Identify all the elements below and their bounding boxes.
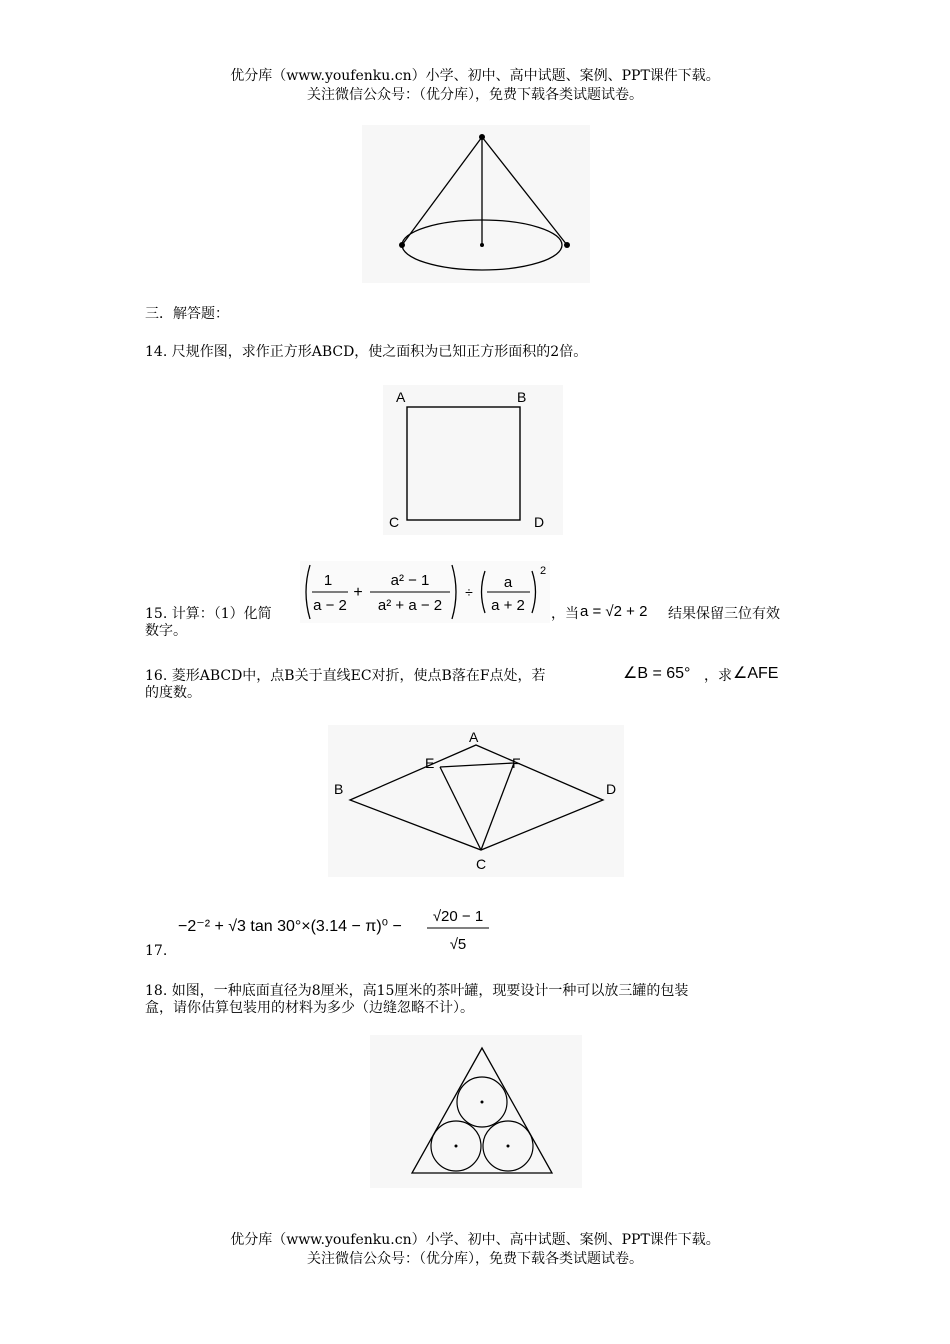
square-figure bbox=[383, 385, 563, 535]
footer-line-2: 关注微信公众号：（优分库），免费下载各类试题试卷。 bbox=[307, 1251, 643, 1267]
footer-line-1: 优分库（www.youfenku.cn）小学、初中、高中试题、案例、PPT课件下载。 bbox=[230, 1232, 720, 1248]
q15-num2: a² − 1 bbox=[390, 572, 430, 589]
q14-text: 14. 尺规作图，求作正方形ABCD，使之面积为已知正方形面积的2倍。 bbox=[145, 344, 588, 360]
q15-num3: a bbox=[503, 574, 513, 591]
section-title: 三．解答题： bbox=[145, 306, 229, 322]
rhombus-label-c: C bbox=[476, 856, 487, 872]
q15-num1: 1 bbox=[323, 572, 333, 589]
header-line-2: 关注微信公众号：（优分库），免费下载各类试题试卷。 bbox=[307, 87, 643, 103]
triangle-cans-figure bbox=[370, 1035, 582, 1188]
square-label-d: D bbox=[534, 514, 545, 530]
q15-den2: a² + a − 2 bbox=[377, 597, 443, 614]
rhombus-label-f: F bbox=[512, 755, 521, 771]
q15-den1: a − 2 bbox=[313, 597, 347, 614]
q17-expr-left: −2⁻² + √3 tan 30°×(3.14 − π)⁰ − bbox=[178, 918, 402, 935]
q15-den3: a + 2 bbox=[491, 597, 525, 614]
rhombus-figure bbox=[328, 725, 624, 877]
q15-text-suffix: 结果保留三位有效 bbox=[668, 606, 780, 622]
square-label-b: B bbox=[517, 389, 527, 405]
q18-line-2: 盒，请你估算包装用的材料为多少（边缝忽略不计）。 bbox=[145, 1000, 474, 1016]
q15-formula bbox=[300, 561, 550, 623]
q16-angle-cond: ∠B = 65° bbox=[623, 665, 691, 682]
cone-figure bbox=[362, 125, 590, 283]
header-line-1: 优分库（www.youfenku.cn）小学、初中、高中试题、案例、PPT课件下载。 bbox=[230, 68, 720, 84]
q15-plus: + bbox=[353, 584, 363, 601]
q15-div: ÷ bbox=[465, 584, 473, 600]
q16-text-prefix: 16. 菱形ABCD中，点B关于直线EC对折，使点B落在F点处，若 bbox=[145, 668, 546, 684]
q15-condition: a = √2 + 2 bbox=[580, 603, 648, 620]
q17-number: 17. bbox=[145, 943, 168, 959]
q15-exp: 2 bbox=[539, 565, 547, 577]
q16-text-mid: ，求 bbox=[704, 668, 732, 684]
q15-text-line2: 数字。 bbox=[145, 623, 187, 639]
q15-text-mid: ，当 bbox=[551, 606, 579, 622]
q18-line-1: 18. 如图，一种底面直径为8厘米，高15厘米的茶叶罐，现要设计一种可以放三罐的包装 bbox=[145, 983, 689, 999]
q17-frac-den: √5 bbox=[449, 936, 467, 953]
square-label-a: A bbox=[396, 389, 406, 405]
q15-text-prefix: 15. 计算：（1）化简 bbox=[145, 606, 272, 622]
q16-text-line2: 的度数。 bbox=[145, 685, 201, 701]
rhombus-label-d: D bbox=[606, 781, 617, 797]
q17-fraction bbox=[425, 903, 491, 957]
square-label-c: C bbox=[389, 514, 400, 530]
rhombus-label-a: A bbox=[469, 729, 479, 745]
q17-frac-num: √20 − 1 bbox=[432, 908, 484, 925]
rhombus-label-b: B bbox=[334, 781, 344, 797]
q16-angle-target: ∠AFE bbox=[733, 665, 779, 682]
rhombus-label-e: E bbox=[425, 755, 435, 771]
